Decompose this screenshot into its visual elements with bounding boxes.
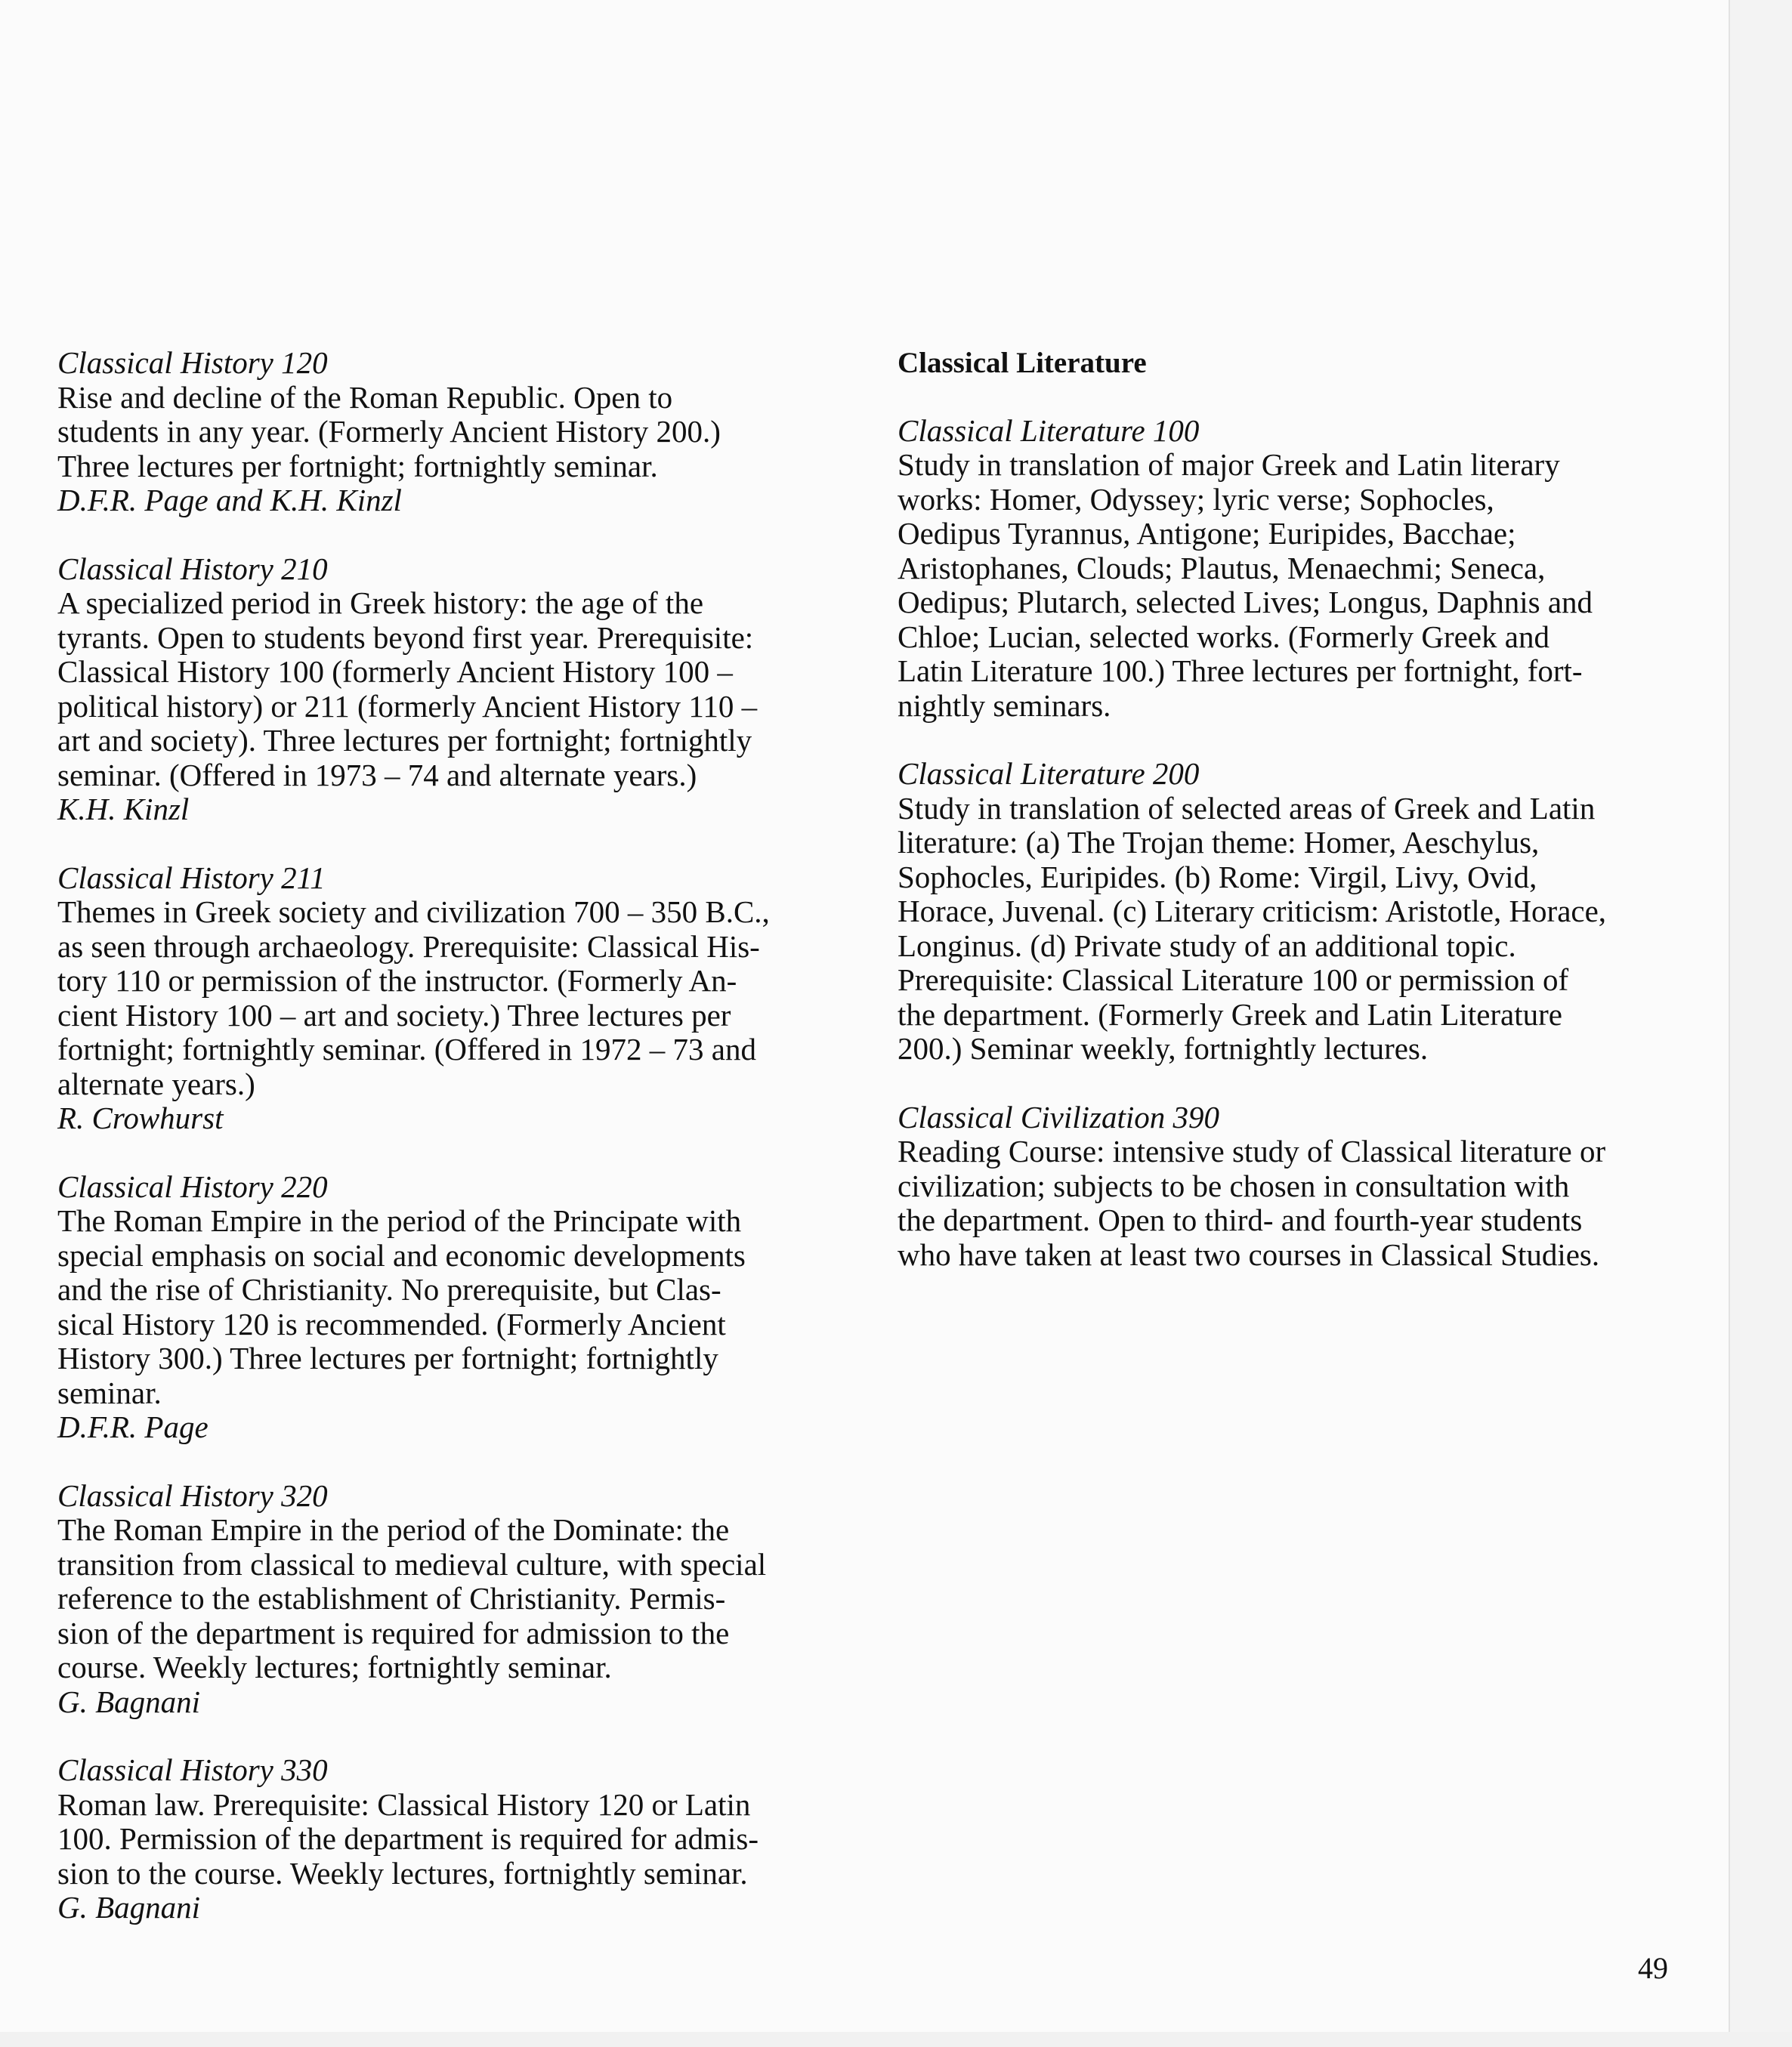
course-entry: [898, 414, 1683, 724]
description-line: cient History 100 – art and society.) Three lectures per: [57, 997, 731, 1033]
description-line: Themes in Greek society and civilization 700 – 350 B.C.,: [57, 894, 770, 929]
description-line: Classical History 100 (formerly Ancient History 100 –: [57, 654, 733, 689]
course-title: Classical History 210: [57, 551, 328, 586]
section-heading: Classical Literature: [898, 347, 1147, 379]
course-title: Classical History 220: [57, 1169, 328, 1204]
description-line: literature: (a) The Trojan theme: Homer, Aeschylus,: [898, 825, 1540, 860]
course-entry: [898, 1101, 1683, 1273]
course-description: [898, 448, 1683, 723]
description-line: Reading Course: intensive study of Classical literature or: [898, 1134, 1606, 1169]
course-title: Classical History 120: [57, 345, 328, 380]
description-line: tyrants. Open to students beyond first year. Prerequisite:: [57, 619, 754, 655]
description-line: Prerequisite: Classical Literature 100 or permission of: [898, 962, 1569, 997]
course-title: Classical Civilization 390: [898, 1099, 1219, 1135]
description-line: works: Homer, Odyssey; lyric verse; Sophocles,: [898, 481, 1494, 517]
course-entry: [57, 346, 851, 518]
description-line: Longinus. (d) Private study of an additional topic.: [898, 928, 1516, 963]
page-number: 49: [1638, 1951, 1668, 1985]
course-description: [57, 586, 851, 792]
description-line: History 300.) Three lectures per fortnight; fortnightly: [57, 1341, 718, 1375]
description-line: students in any year. (Formerly Ancient History 200.): [57, 414, 721, 449]
course-description: [57, 381, 851, 484]
description-line: sion of the department is required for admission to the: [57, 1615, 730, 1650]
description-line: Horace, Juvenal. (c) Literary criticism: Aristotle, Horace,: [898, 894, 1607, 928]
description-line: as seen through archaeology. Prerequisite: Classical His-: [57, 928, 760, 964]
description-line: the department. Open to third- and fourth-year students: [898, 1203, 1583, 1237]
description-line: reference to the establishment of Christianity. Permis-: [57, 1581, 726, 1616]
course-instructor: K.H. Kinzl: [57, 792, 190, 826]
course-title: Classical History 330: [57, 1752, 328, 1787]
course-title: Classical Literature 200: [898, 756, 1200, 791]
course-entry: [57, 861, 851, 1136]
description-line: The Roman Empire in the period of the Dominate: the: [57, 1512, 730, 1547]
description-line: civilization; subjects to be chosen in consultation with: [898, 1168, 1570, 1203]
course-entry: [57, 1753, 851, 1925]
description-line: Latin Literature 100.) Three lectures per fortnight, fort-: [898, 653, 1583, 688]
description-line: fortnight; fortnightly seminar. (Offered in 1972 – 73 and: [57, 1032, 756, 1067]
course-instructor: G. Bagnani: [57, 1684, 201, 1719]
course-title: Classical Literature 100: [898, 412, 1200, 448]
description-line: alternate years.): [57, 1066, 255, 1101]
description-line: Oedipus Tyrannus, Antigone; Euripides, Bacchae;: [898, 516, 1516, 551]
right-column: [898, 346, 1683, 1306]
course-description: [57, 1513, 851, 1685]
description-line: tory 110 or permission of the instructor. (Formerly An-: [57, 963, 737, 998]
course-entry: [57, 1479, 851, 1720]
description-line: Study in translation of selected areas of Greek and Latin: [898, 790, 1596, 826]
left-column: [57, 346, 851, 1959]
description-line: 100. Permission of the department is required for admis-: [57, 1821, 759, 1856]
description-line: Rise and decline of the Roman Republic. Open to: [57, 379, 673, 415]
course-entry: [57, 552, 851, 827]
description-line: nightly seminars.: [898, 687, 1111, 723]
description-line: seminar. (Offered in 1973 – 74 and alternate years.): [57, 757, 697, 792]
page-bottom-edge: [0, 2032, 1792, 2047]
course-instructor: G. Bagnani: [57, 1890, 201, 1925]
course-title: Classical History 320: [57, 1477, 328, 1513]
description-line: Chloe; Lucian, selected works. (Formerly Greek and: [898, 619, 1550, 654]
description-line: The Roman Empire in the period of the Principate with: [57, 1203, 742, 1238]
course-instructor: R. Crowhurst: [57, 1101, 224, 1135]
description-line: transition from classical to medieval culture, with special: [57, 1546, 767, 1582]
description-line: political history) or 211 (formerly Ancient History 110 –: [57, 688, 758, 724]
description-line: sical History 120 is recommended. (Formerly Ancient: [57, 1306, 726, 1342]
description-line: art and society). Three lectures per fortnight; fortnightly: [57, 723, 752, 758]
course-entry: [898, 757, 1683, 1067]
description-line: Roman law. Prerequisite: Classical History 120 or Latin: [57, 1786, 751, 1822]
description-line: special emphasis on social and economic developments: [57, 1237, 746, 1273]
course-entry: [57, 1170, 851, 1445]
description-line: Oedipus; Plutarch, selected Lives; Longus, Daphnis and: [898, 585, 1593, 619]
course-description: [57, 1204, 851, 1410]
description-line: 200.) Seminar weekly, fortnightly lectures.: [898, 1031, 1429, 1066]
description-line: Sophocles, Euripides. (b) Rome: Virgil, Livy, Ovid,: [898, 859, 1537, 894]
description-line: Aristophanes, Clouds; Plautus, Menaechmi; Seneca,: [898, 550, 1546, 585]
description-line: sion to the course. Weekly lectures, fortnightly seminar.: [57, 1855, 748, 1891]
description-line: who have taken at least two courses in Classical Studies.: [898, 1237, 1600, 1272]
course-description: [57, 1788, 851, 1891]
course-description: [57, 895, 851, 1101]
course-instructor: D.F.R. Page: [57, 1409, 209, 1444]
course-description: [898, 1135, 1683, 1272]
page-edge-shadow: [1729, 0, 1792, 2047]
description-line: the department. (Formerly Greek and Latin Literature: [898, 996, 1562, 1032]
description-line: and the rise of Christianity. No prerequisite, but Clas-: [57, 1272, 721, 1307]
description-line: seminar.: [57, 1375, 162, 1410]
description-line: course. Weekly lectures; fortnightly seminar.: [57, 1650, 612, 1684]
description-line: Three lectures per fortnight; fortnightly seminar.: [57, 448, 658, 483]
course-instructor: D.F.R. Page and K.H. Kinzl: [57, 483, 402, 517]
course-title: Classical History 211: [57, 860, 326, 895]
description-line: Study in translation of major Greek and Latin literary: [898, 447, 1560, 482]
description-line: A specialized period in Greek history: the age of the: [57, 585, 704, 620]
course-description: [898, 792, 1683, 1067]
